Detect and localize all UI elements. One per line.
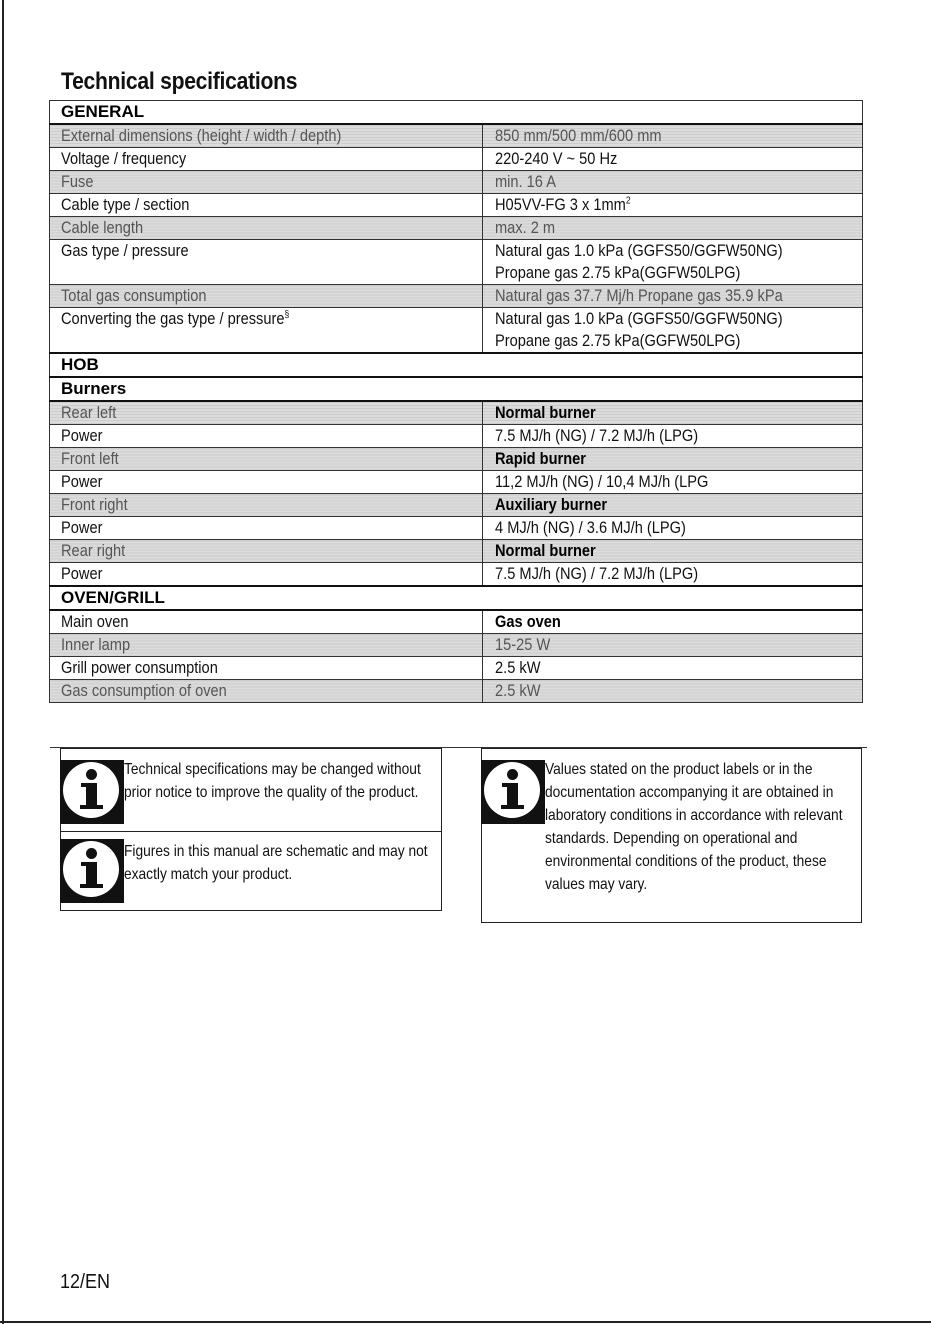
row-label: Rear left	[61, 403, 117, 422]
row-value: max. 2 m	[495, 218, 556, 237]
table-row	[50, 494, 863, 517]
table-row	[50, 401, 863, 425]
row-label: Power	[61, 472, 103, 491]
row-value-line2: Propane gas 2.75 kPa(GGFW50LPG)	[495, 263, 741, 282]
table-row	[50, 240, 863, 285]
notes-box-left	[60, 748, 442, 911]
row-value: Normal burner	[495, 541, 596, 560]
row-value: Auxiliary burner	[495, 495, 608, 514]
row-label: Fuse	[61, 172, 94, 191]
page-edge	[0, 1321, 931, 1323]
notes-box-right	[481, 748, 862, 923]
table-row	[50, 308, 863, 354]
table-row	[50, 657, 863, 680]
row-label: Cable length	[61, 218, 144, 237]
row-value: 2.5 kW	[495, 658, 541, 677]
row-label: Power	[61, 426, 103, 445]
row-label: Converting the gas type / pressure	[61, 309, 285, 328]
row-label: Cable type / section	[61, 195, 190, 214]
table-row	[50, 680, 863, 703]
table-row	[50, 610, 863, 634]
row-label: Front right	[61, 495, 128, 514]
row-value: 220-240 V ~ 50 Hz	[495, 149, 618, 168]
note-text: Values stated on the product labels or in the documentation accompanying it are obtained in laboratory conditions in accordance with relevant standards. Depending on operational and environmental conditions of the product, these values may vary.	[545, 761, 843, 893]
table-row	[50, 540, 863, 563]
section-header-burners: Burners	[50, 377, 863, 401]
row-value: Natural gas 1.0 kPa (GGFS50/GGFW50NG)	[495, 241, 783, 260]
row-label: External dimensions (height / width / depth)	[61, 126, 342, 145]
row-label: Rear right	[61, 541, 126, 560]
info-icon	[60, 760, 124, 824]
row-label: Voltage / frequency	[61, 149, 187, 168]
row-value: 7.5 MJ/h (NG) / 7.2 MJ/h (LPG)	[495, 564, 699, 583]
row-value: 11,2 MJ/h (NG) / 10,4 MJ/h (LPG	[495, 472, 709, 491]
table-row	[50, 148, 863, 171]
row-value: Normal burner	[495, 403, 596, 422]
specifications-table	[49, 100, 863, 703]
row-value: H05VV-FG 3 x 1mm	[495, 195, 626, 214]
row-value: Rapid burner	[495, 449, 586, 468]
row-label: Main oven	[61, 612, 129, 631]
superscript: 2	[625, 195, 631, 207]
note-text: Technical specifications may be changed without prior notice to improve the quality of the product.	[124, 761, 421, 801]
table-row	[50, 124, 863, 148]
info-icon	[481, 760, 545, 824]
table-row	[50, 425, 863, 448]
superscript: §	[284, 309, 290, 321]
row-value: 4 MJ/h (NG) / 3.6 MJ/h (LPG)	[495, 518, 686, 537]
row-value: 850 mm/500 mm/600 mm	[495, 126, 662, 145]
table-row	[50, 194, 863, 217]
row-label: Gas consumption of oven	[61, 681, 227, 700]
row-label: Power	[61, 518, 103, 537]
row-label: Grill power consumption	[61, 658, 218, 677]
row-value: Gas oven	[495, 612, 561, 631]
row-value: Natural gas 37.7 Mj/h Propane gas 35.9 kPa	[495, 286, 783, 305]
info-icon	[60, 839, 124, 903]
table-row	[50, 634, 863, 657]
table-row	[50, 471, 863, 494]
row-value: 2.5 kW	[495, 681, 541, 700]
page-edge	[2, 0, 4, 1324]
table-row	[50, 171, 863, 194]
row-value: 7.5 MJ/h (NG) / 7.2 MJ/h (LPG)	[495, 426, 699, 445]
table-row	[50, 285, 863, 308]
page-number: 12/EN	[60, 1271, 111, 1293]
table-row	[50, 448, 863, 471]
row-value: Natural gas 1.0 kPa (GGFS50/GGFW50NG)	[495, 309, 783, 328]
section-header-hob: HOB	[50, 353, 863, 377]
divider	[61, 831, 441, 832]
table-row	[50, 217, 863, 240]
section-header-oven-grill: OVEN/GRILL	[50, 586, 863, 610]
row-label: Front left	[61, 449, 119, 468]
row-label: Total gas consumption	[61, 286, 207, 305]
row-value: 15-25 W	[495, 635, 551, 654]
row-label: Gas type / pressure	[61, 241, 189, 260]
table-row	[50, 517, 863, 540]
row-label: Inner lamp	[61, 635, 131, 654]
note-text: Figures in this manual are schematic and may not exactly match your product.	[124, 843, 428, 883]
row-value: min. 16 A	[495, 172, 556, 191]
page-title: Technical specifications	[61, 68, 298, 95]
row-label: Power	[61, 564, 103, 583]
table-row	[50, 563, 863, 587]
row-value-line2: Propane gas 2.75 kPa(GGFW50LPG)	[495, 331, 741, 350]
section-header-general: GENERAL	[50, 101, 863, 125]
